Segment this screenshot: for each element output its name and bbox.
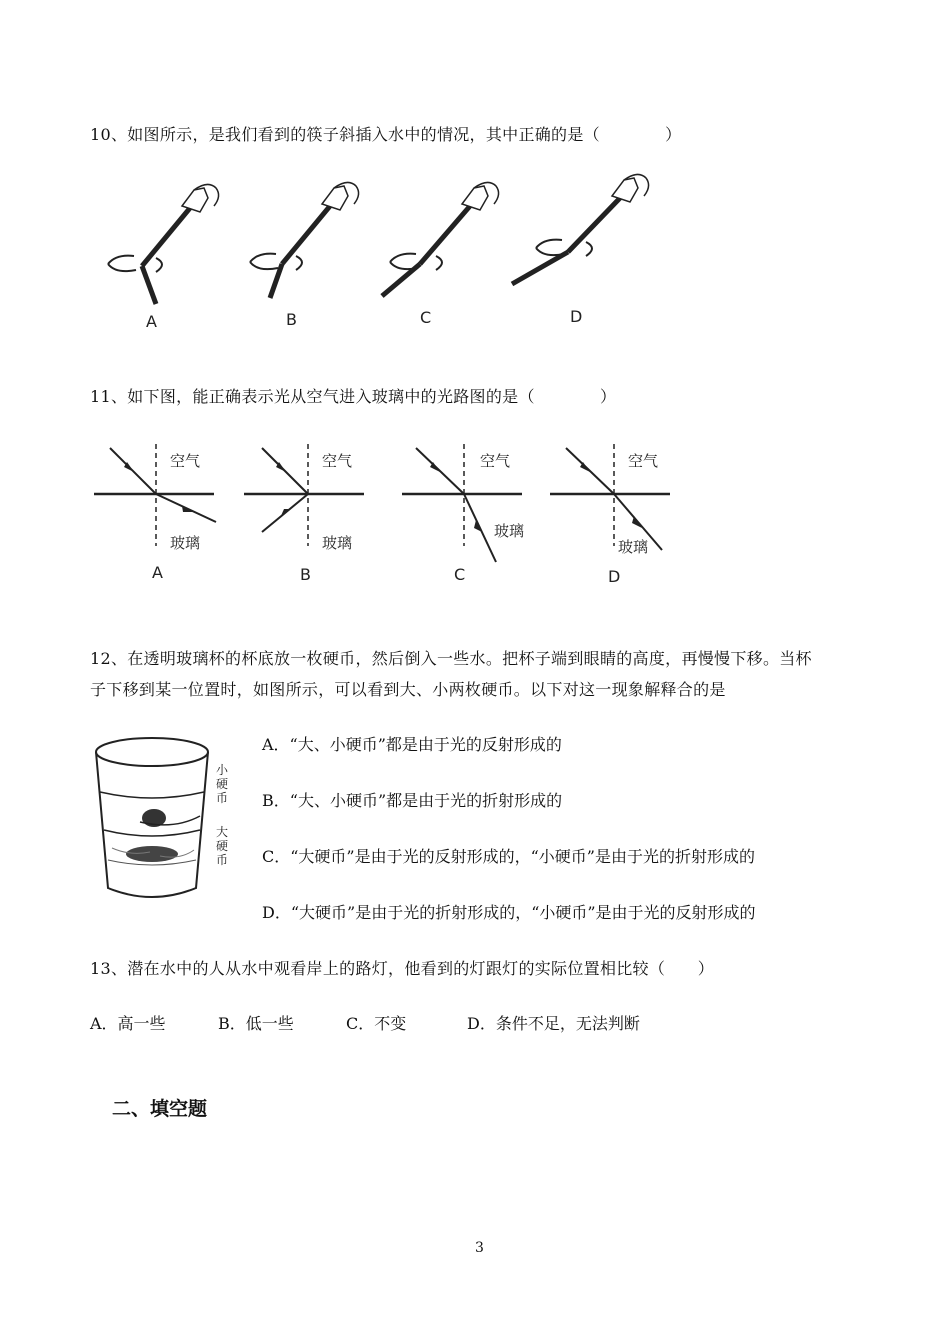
q11-d-air: 空气 [628,452,659,470]
q11-figure-b [244,444,364,584]
q12-option-b[interactable]: B．“大、小硬币”都是由于光的折射形成的 [262,791,563,810]
q12-option-c[interactable]: C．“大硬币”是由于光的反射形成的，“小硬币”是由于光的折射形成的 [262,847,755,866]
q10-figure-b [250,182,359,329]
q11-b-glass: 玻璃 [322,534,353,552]
q11-text: 11、如下图，能正确表示光从空气进入玻璃中的光路图的是（ ） [90,387,617,406]
q11-a-glass: 玻璃 [170,534,201,552]
q13-option-d[interactable]: D．条件不足，无法判断 [467,1014,640,1033]
q10-figure-d [512,174,649,326]
q10-label-a: A [146,312,157,331]
q11-c-glass: 玻璃 [494,522,525,540]
q12-small-coin-label [216,763,229,805]
q10-text: 10、如图所示，是我们看到的筷子斜插入水中的情况，其中正确的是（ ） [90,125,682,144]
q11-figure-c [402,444,524,584]
q12-text-line1: 12、在透明玻璃杯的杯底放一枚硬币，然后倒入一些水。把杯子端到眼睛的高度，再慢慢下移。当杯 [90,649,812,668]
q11-d-glass: 玻璃 [618,538,649,556]
q10-figure-c [382,182,499,327]
q11-label-c: C [454,565,466,584]
q11-c-air: 空气 [480,452,511,470]
q13-text: 13、潜在水中的人从水中观看岸上的路灯，他看到的灯跟灯的实际位置相比较（ ） [90,959,715,978]
q10-label-b: B [286,310,297,329]
section-2-title: 二、填空题 [112,1098,208,1120]
q10-label-c: C [420,308,432,327]
q10-figure-a [108,184,219,331]
q11-figure-a [94,444,216,582]
q12-small-coin-text: 小硬币 [216,763,229,805]
page-number: 3 [475,1240,485,1256]
q12-big-coin-text: 大硬币 [216,825,229,867]
q12-option-d[interactable]: D．“大硬币”是由于光的折射形成的，“小硬币”是由于光的反射形成的 [262,903,756,922]
q11-b-air: 空气 [322,452,353,470]
q13-option-c[interactable]: C．不变 [346,1014,407,1033]
q12-glass-figure [90,730,250,910]
q11-label-a: A [152,563,163,582]
q11-label-b: B [300,565,311,584]
q11-a-air: 空气 [170,452,201,470]
q12-text-line2: 子下移到某一位置时，如图所示，可以看到大、小两枚硬币。以下对这一现象解释合的是 [90,680,726,699]
q11-label-d: D [608,567,621,586]
q13-option-b[interactable]: B．低一些 [218,1014,294,1033]
q12-big-coin-label [216,824,228,867]
q12-option-a[interactable]: A．“大、小硬币”都是由于光的反射形成的 [262,735,562,754]
q13-option-a[interactable]: A．高一些 [90,1014,166,1033]
q10-chopsticks-figure [90,172,650,342]
q11-light-path-figure [90,436,690,586]
q10-label-d: D [570,307,583,326]
q11-figure-d [550,444,670,586]
